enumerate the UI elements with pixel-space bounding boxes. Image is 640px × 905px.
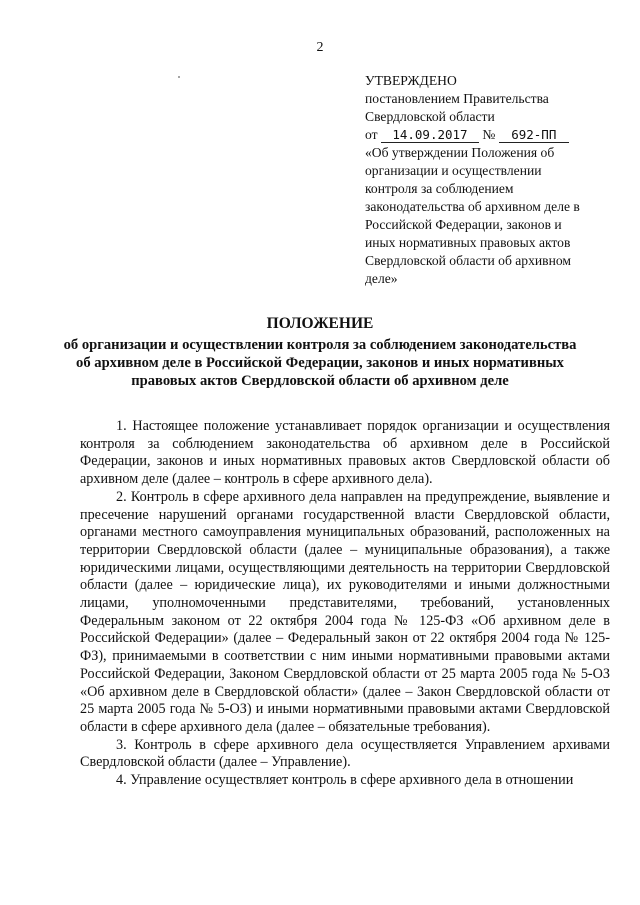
resolution-title-line: иных нормативных правовых актов [365, 235, 571, 250]
resolution-title-line: контроля за соблюдением [365, 181, 514, 196]
document-subtitle-line: об организации и осуществлении контроля за соблюдением законодательства [63, 337, 577, 353]
resolution-title-line: законодательства об архивном деле в [365, 199, 580, 214]
document-subtitle-line: правовых актов Свердловской области об архивном деле [131, 373, 509, 389]
paragraph-1: 1. Настоящее положение устанавливает порядок организации и осуществления контроля за соблюдением законодательства об архивном деле в Российской Федерации, законов и иных нормативных правовых актов Свердловской области об архивном деле (далее – контроль в сфере архивного дела). [80, 418, 610, 488]
document-body [80, 418, 610, 790]
approval-stamp [365, 72, 600, 288]
document-subtitle-line: об архивном деле в Российской Федерации, законов и иных нормативных [76, 355, 564, 371]
resolution-title-line: Свердловской области об архивном [365, 253, 571, 268]
approval-date: 14.09.2017 [381, 127, 479, 143]
page-number: 2 [316, 40, 324, 55]
resolution-title-line: деле» [365, 271, 398, 286]
scan-speck [178, 76, 180, 78]
date-prefix: от [365, 127, 378, 142]
approval-line-2: Свердловской области [365, 109, 495, 124]
number-prefix: № [482, 127, 496, 142]
approval-line-1: постановлением Правительства [365, 91, 549, 106]
resolution-title-line: Российской Федерации, законов и [365, 217, 562, 232]
resolution-title-line: организации и осуществлении [365, 163, 542, 178]
approval-date-line [365, 126, 600, 144]
document-title: ПОЛОЖЕНИЕ [266, 315, 374, 332]
paragraph-2: 2. Контроль в сфере архивного дела направлен на предупреждение, выявление и пресечение нарушений органами государственной власти Свердловской области, органами местного самоуправления муниципальных образований, расположенных на территории Свердловской области (далее – муниципальные образования), а также юридическими лицами, осуществляющими деятельность на территории Свердловской области (далее – юридические лица), их руководителями и иными должностными лицами, уполномоченными представителями, требований, установленных Федеральным законом от 22 октября 2004 года № 125-ФЗ «Об архивном деле в Российской Федерации» (далее – Федеральный закон от 22 октября 2004 года № 125-ФЗ), принимаемыми в соответствии с ним иными нормативными правовыми актами Российской Федерации, Законом Свердловской области от 25 марта 2005 года № 5-ОЗ «Об архивном деле в Свердловской области» (далее – Закон Свердловской области от 25 марта 2005 года № 5-ОЗ) и иными нормативными правовыми актами Свердловской области в сфере архивного дела (далее – обязательные требования). [80, 488, 610, 735]
approval-number: 692-ПП [499, 127, 569, 143]
paragraph-3: 3. Контроль в сфере архивного дела осуществляется Управлением архивами Свердловской области (далее – Управление). [80, 736, 610, 771]
document-heading [60, 315, 580, 390]
resolution-title-line: «Об утверждении Положения об [365, 145, 555, 160]
paragraph-4: 4. Управление осуществляет контроль в сфере архивного дела в отношении [116, 772, 574, 789]
approval-title: УТВЕРЖДЕНО [365, 73, 457, 88]
